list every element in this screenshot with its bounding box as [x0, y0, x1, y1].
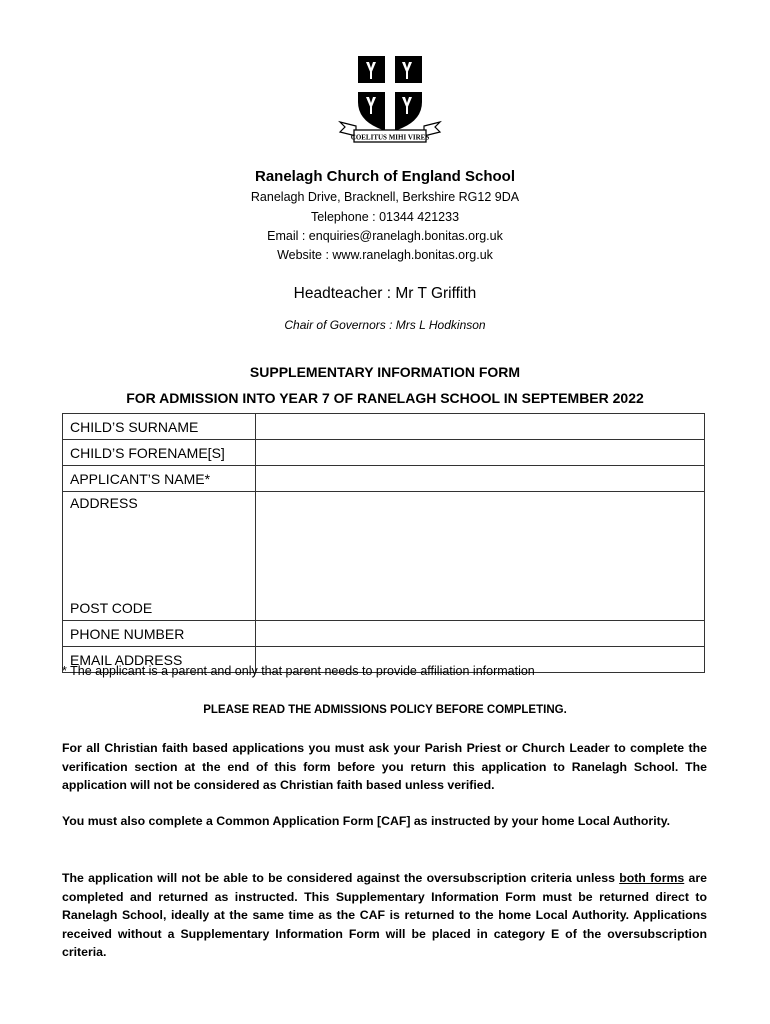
row-child-surname: [63, 414, 705, 440]
crest-motto: COELITUS MIHI VIRES: [350, 133, 430, 142]
chair-of-governors: Chair of Governors : Mrs L Hodkinson: [284, 318, 486, 332]
address-label-cell: [63, 492, 256, 621]
input-child-forenames[interactable]: [256, 440, 705, 466]
school-crest-logo: [336, 52, 444, 147]
school-telephone: Telephone : 01344 421233: [310, 210, 460, 224]
policy-notice: PLEASE READ THE ADMISSIONS POLICY BEFORE COMPLETING.: [203, 704, 567, 716]
input-applicant-name[interactable]: [256, 466, 705, 492]
headteacher: Headteacher : Mr T Griffith: [293, 285, 477, 302]
school-website: Website : www.ranelagh.bonitas.org.uk: [277, 248, 493, 262]
label-child-surname: CHILD’S SURNAME: [63, 414, 256, 440]
label-phone-number: PHONE NUMBER: [63, 621, 256, 647]
caf-paragraph: You must also complete a Common Application Form [CAF] as instructed by your home Local Authority.: [62, 814, 671, 828]
para3-text-start: The application will not be able to be considered against the oversubscription criteria unless: [62, 871, 620, 885]
label-post-code: POST CODE: [70, 600, 153, 616]
row-address: [63, 492, 705, 621]
school-name: Ranelagh Church of England School: [254, 168, 515, 185]
form-subtitle: FOR ADMISSION INTO YEAR 7 OF RANELAGH SCHOOL IN SEPTEMBER 2022: [126, 390, 644, 406]
para3-text-end: are completed and returned as instructed. This Supplementary Information Form must be returned direct to Ranelagh School, ideally at the same time as the CAF is returned to the home Local Authority. Applications received without a Supplementary Information Form will be placed in category E of the oversubscription criteria.: [62, 871, 707, 959]
both-forms-emphasis: both forms: [619, 871, 685, 885]
applicant-footnote: * The applicant is a parent and only that parent needs to provide affiliation information: [62, 664, 535, 678]
row-phone-number: [63, 621, 705, 647]
applicant-details-table: [62, 413, 705, 673]
label-applicant-name: APPLICANT’S NAME*: [63, 466, 256, 492]
row-applicant-name: [63, 466, 705, 492]
school-email: Email : enquiries@ranelagh.bonitas.org.uk: [267, 229, 503, 243]
input-phone-number[interactable]: [256, 621, 705, 647]
row-child-forenames: [63, 440, 705, 466]
faith-verification-paragraph: For all Christian faith based applications you must ask your Parish Priest or Church Leader to complete the verification section at the end of this form before you return this application to Ranelagh School. The application will not be considered as Christian faith based unless verified.: [62, 741, 707, 792]
label-email-address: EMAIL ADDRESS: [63, 647, 256, 673]
input-child-surname[interactable]: [256, 414, 705, 440]
form-title: SUPPLEMENTARY INFORMATION FORM: [249, 364, 521, 380]
label-child-forenames: CHILD’S FORENAME[S]: [63, 440, 256, 466]
oversubscription-paragraph: [62, 869, 707, 962]
label-address: ADDRESS: [70, 495, 138, 511]
school-address: Ranelagh Drive, Bracknell, Berkshire RG12 9DA: [250, 190, 520, 204]
input-address[interactable]: [256, 492, 705, 621]
